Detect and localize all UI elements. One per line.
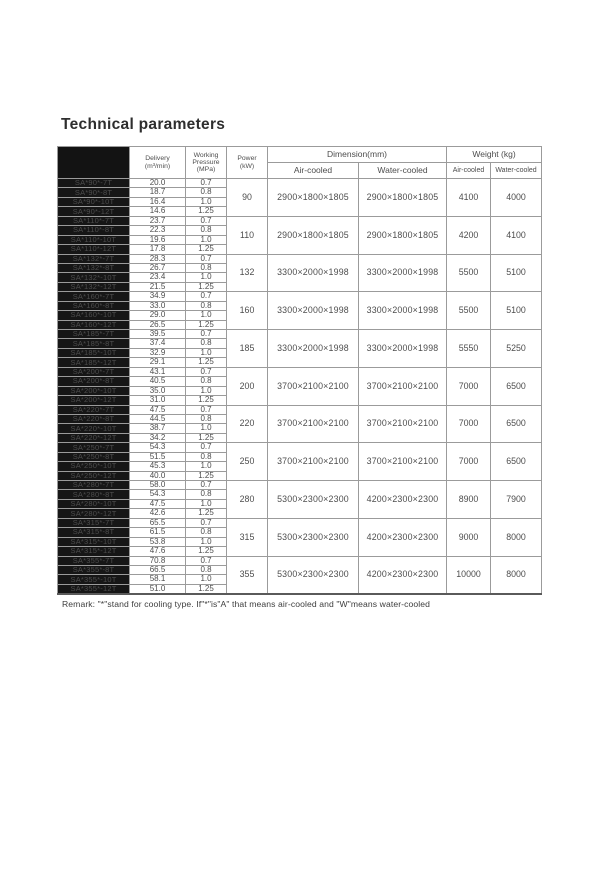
weight-water-cooled-cell: 5100: [491, 254, 542, 292]
pressure-cell: 0.8: [186, 414, 227, 423]
model-cell: SA*90*-10T: [58, 197, 130, 206]
delivery-cell: 14.6: [130, 207, 186, 216]
weight-air-cooled-header: Air-cooled: [447, 163, 491, 179]
weight-air-cooled-cell: 9000: [447, 518, 491, 556]
dimension-water-cooled-header: Water-cooled: [359, 163, 447, 179]
delivery-cell: 53.8: [130, 537, 186, 546]
model-cell: SA*280*-10T: [58, 499, 130, 508]
pressure-cell: 1.25: [186, 509, 227, 518]
dimension-water-cooled-cell: 2900×1800×1805: [359, 179, 447, 217]
pressure-cell: 1.25: [186, 245, 227, 254]
pressure-cell: 1.0: [186, 462, 227, 471]
dimension-air-cooled-cell: 5300×2300×2300: [268, 518, 359, 556]
model-cell: SA*185*-8T: [58, 339, 130, 348]
delivery-cell: 16.4: [130, 197, 186, 206]
power-cell: 250: [227, 443, 268, 481]
delivery-cell: 31.0: [130, 396, 186, 405]
model-cell: SA*355*-8T: [58, 565, 130, 574]
dimension-group-header: Dimension(mm): [268, 147, 447, 163]
pressure-cell: 1.25: [186, 207, 227, 216]
delivery-cell: 35.0: [130, 386, 186, 395]
delivery-cell: 61.5: [130, 528, 186, 537]
table-row: [58, 518, 542, 527]
model-cell: SA*160*-7T: [58, 292, 130, 301]
dimension-air-cooled-cell: 3700×2100×2100: [268, 443, 359, 481]
model-cell: SA*110*-12T: [58, 245, 130, 254]
weight-water-cooled-header: Water-cooled: [491, 163, 542, 179]
power-column-header: [227, 147, 268, 179]
delivery-cell: 65.5: [130, 518, 186, 527]
pressure-cell: 1.0: [186, 348, 227, 357]
pressure-cell: 1.25: [186, 396, 227, 405]
dimension-air-cooled-cell: 3300×2000×1998: [268, 292, 359, 330]
power-cell: 280: [227, 481, 268, 519]
delivery-cell: 34.9: [130, 292, 186, 301]
pressure-label: Pressure: [192, 158, 220, 166]
model-cell: SA*280*-8T: [58, 490, 130, 499]
delivery-cell: 18.7: [130, 188, 186, 197]
weight-water-cooled-cell: 4100: [491, 216, 542, 254]
weight-air-cooled-cell: 4100: [447, 179, 491, 217]
weight-water-cooled-cell: 8000: [491, 518, 542, 556]
weight-air-cooled-cell: 5550: [447, 330, 491, 368]
delivery-cell: 40.0: [130, 471, 186, 480]
model-cell: SA*160*-8T: [58, 301, 130, 310]
table-row: [58, 405, 542, 414]
model-cell: SA*90*-8T: [58, 188, 130, 197]
weight-air-cooled-cell: 8900: [447, 481, 491, 519]
model-cell: SA*220*-12T: [58, 433, 130, 442]
delivery-cell: 42.6: [130, 509, 186, 518]
weight-water-cooled-cell: 8000: [491, 556, 542, 594]
pressure-cell: 1.0: [186, 311, 227, 320]
remark-text: Remark: "*"stand for cooling type. If"*"is"A" that means air-cooled and "W"means water-cooled: [62, 599, 431, 609]
page-title: Technical parameters: [61, 116, 226, 133]
pressure-cell: 1.25: [186, 547, 227, 556]
pressure-cell: 0.7: [186, 254, 227, 263]
model-cell: SA*160*-10T: [58, 311, 130, 320]
dimension-water-cooled-cell: 3300×2000×1998: [359, 292, 447, 330]
delivery-cell: 17.8: [130, 245, 186, 254]
model-cell: SA*220*-10T: [58, 424, 130, 433]
power-cell: 200: [227, 367, 268, 405]
delivery-cell: 26.7: [130, 263, 186, 272]
delivery-cell: 40.5: [130, 377, 186, 386]
delivery-cell: 20.0: [130, 179, 186, 188]
power-cell: 110: [227, 216, 268, 254]
model-cell: SA*315*-10T: [58, 537, 130, 546]
dimension-air-cooled-cell: 5300×2300×2300: [268, 556, 359, 594]
weight-water-cooled-cell: 7900: [491, 481, 542, 519]
delivery-cell: 21.5: [130, 282, 186, 291]
model-cell: SA*280*-12T: [58, 509, 130, 518]
power-cell: 315: [227, 518, 268, 556]
dimension-water-cooled-cell: 3300×2000×1998: [359, 254, 447, 292]
model-cell: SA*200*-12T: [58, 396, 130, 405]
pressure-unit: (MPa): [196, 166, 216, 174]
delivery-cell: 19.6: [130, 235, 186, 244]
delivery-cell: 47.6: [130, 547, 186, 556]
model-cell: SA*110*-10T: [58, 235, 130, 244]
dimension-air-cooled-cell: 3300×2000×1998: [268, 330, 359, 368]
table-row: [58, 481, 542, 490]
model-cell: SA*90*-7T: [58, 179, 130, 188]
dimension-air-cooled-cell: 3700×2100×2100: [268, 405, 359, 443]
pressure-cell: 1.25: [186, 471, 227, 480]
weight-air-cooled-cell: 7000: [447, 367, 491, 405]
delivery-cell: 34.2: [130, 433, 186, 442]
working-label: Working: [193, 151, 219, 159]
pressure-cell: 0.8: [186, 226, 227, 235]
pressure-cell: 0.8: [186, 490, 227, 499]
power-cell: 132: [227, 254, 268, 292]
model-cell: SA*160*-12T: [58, 320, 130, 329]
power-cell: 355: [227, 556, 268, 594]
pressure-cell: 0.7: [186, 292, 227, 301]
table-row: [58, 216, 542, 225]
dimension-air-cooled-cell: 3300×2000×1998: [268, 254, 359, 292]
delivery-cell: 38.7: [130, 424, 186, 433]
model-cell: SA*250*-10T: [58, 462, 130, 471]
model-cell: SA*315*-8T: [58, 528, 130, 537]
pressure-cell: 0.8: [186, 565, 227, 574]
pressure-cell: 1.25: [186, 433, 227, 442]
model-cell: SA*200*-8T: [58, 377, 130, 386]
weight-air-cooled-cell: 5500: [447, 292, 491, 330]
pressure-cell: 1.0: [186, 273, 227, 282]
pressure-cell: 1.0: [186, 424, 227, 433]
dimension-air-cooled-cell: 5300×2300×2300: [268, 481, 359, 519]
delivery-cell: 51.0: [130, 584, 186, 594]
delivery-cell: 23.7: [130, 216, 186, 225]
pressure-cell: 1.0: [186, 386, 227, 395]
delivery-cell: 33.0: [130, 301, 186, 310]
weight-water-cooled-cell: 6500: [491, 367, 542, 405]
model-cell: SA*132*-10T: [58, 273, 130, 282]
model-cell: SA*280*-7T: [58, 481, 130, 490]
table-row: [58, 330, 542, 339]
model-cell: SA*355*-7T: [58, 556, 130, 565]
model-cell: SA*355*-12T: [58, 584, 130, 594]
weight-water-cooled-cell: 6500: [491, 405, 542, 443]
delivery-cell: 54.3: [130, 443, 186, 452]
power-cell: 220: [227, 405, 268, 443]
pressure-cell: 1.0: [186, 537, 227, 546]
model-cell: SA*200*-10T: [58, 386, 130, 395]
pressure-cell: 0.8: [186, 339, 227, 348]
delivery-cell: 66.5: [130, 565, 186, 574]
delivery-label: Delivery: [145, 155, 170, 163]
model-cell: SA*185*-12T: [58, 358, 130, 367]
dimension-water-cooled-cell: 3700×2100×2100: [359, 367, 447, 405]
weight-air-cooled-cell: 4200: [447, 216, 491, 254]
delivery-cell: 29.0: [130, 311, 186, 320]
technical-parameters-table: [57, 146, 542, 595]
delivery-cell: 45.3: [130, 462, 186, 471]
pressure-cell: 0.8: [186, 528, 227, 537]
pressure-cell: 1.25: [186, 320, 227, 329]
delivery-cell: 37.4: [130, 339, 186, 348]
table-row: [58, 179, 542, 188]
pressure-cell: 1.0: [186, 197, 227, 206]
pressure-cell: 0.7: [186, 518, 227, 527]
model-cell: SA*220*-8T: [58, 414, 130, 423]
delivery-cell: 58.0: [130, 481, 186, 490]
delivery-cell: 43.1: [130, 367, 186, 376]
pressure-cell: 0.8: [186, 301, 227, 310]
pressure-cell: 0.8: [186, 377, 227, 386]
dimension-air-cooled-cell: 3700×2100×2100: [268, 367, 359, 405]
pressure-cell: 1.0: [186, 235, 227, 244]
model-cell: SA*250*-8T: [58, 452, 130, 461]
model-cell: SA*185*-7T: [58, 330, 130, 339]
weight-air-cooled-cell: 7000: [447, 443, 491, 481]
pressure-cell: 0.7: [186, 405, 227, 414]
power-label: Power: [237, 155, 257, 163]
delivery-cell: 54.3: [130, 490, 186, 499]
delivery-cell: 70.8: [130, 556, 186, 565]
pressure-cell: 0.7: [186, 367, 227, 376]
model-cell: SA*220*-7T: [58, 405, 130, 414]
table-row: [58, 254, 542, 263]
model-cell: SA*355*-10T: [58, 575, 130, 584]
model-cell: SA*250*-12T: [58, 471, 130, 480]
weight-water-cooled-cell: 4000: [491, 179, 542, 217]
dimension-air-cooled-header: Air-cooled: [268, 163, 359, 179]
pressure-cell: 0.7: [186, 481, 227, 490]
weight-air-cooled-cell: 7000: [447, 405, 491, 443]
dimension-air-cooled-cell: 2900×1800×1805: [268, 216, 359, 254]
table-row: [58, 292, 542, 301]
model-cell: SA*110*-7T: [58, 216, 130, 225]
delivery-cell: 23.4: [130, 273, 186, 282]
model-cell: SA*132*-7T: [58, 254, 130, 263]
table-header: [58, 147, 542, 179]
pressure-cell: 1.25: [186, 584, 227, 594]
weight-water-cooled-cell: 5100: [491, 292, 542, 330]
pressure-cell: 1.25: [186, 358, 227, 367]
delivery-cell: 26.5: [130, 320, 186, 329]
working-pressure-column-header: [186, 147, 227, 179]
pressure-cell: 0.8: [186, 452, 227, 461]
table-row: [58, 443, 542, 452]
delivery-cell: 58.1: [130, 575, 186, 584]
delivery-cell: 47.5: [130, 499, 186, 508]
delivery-cell: 44.5: [130, 414, 186, 423]
pressure-cell: 1.25: [186, 282, 227, 291]
pressure-cell: 1.0: [186, 575, 227, 584]
power-cell: 90: [227, 179, 268, 217]
dimension-air-cooled-cell: 2900×1800×1805: [268, 179, 359, 217]
weight-water-cooled-cell: 5250: [491, 330, 542, 368]
model-cell: SA*110*-8T: [58, 226, 130, 235]
delivery-column-header: [130, 147, 186, 179]
model-cell: SA*315*-7T: [58, 518, 130, 527]
weight-group-header: Weight (kg): [447, 147, 542, 163]
table-row: [58, 556, 542, 565]
dimension-water-cooled-cell: 4200×2300×2300: [359, 481, 447, 519]
model-cell: SA*90*-12T: [58, 207, 130, 216]
pressure-cell: 0.8: [186, 263, 227, 272]
pressure-cell: 0.7: [186, 443, 227, 452]
dimension-water-cooled-cell: 3300×2000×1998: [359, 330, 447, 368]
model-cell: SA*132*-8T: [58, 263, 130, 272]
pressure-cell: 0.7: [186, 556, 227, 565]
delivery-cell: 32.9: [130, 348, 186, 357]
model-cell: SA*132*-12T: [58, 282, 130, 291]
dimension-water-cooled-cell: 4200×2300×2300: [359, 556, 447, 594]
dimension-water-cooled-cell: 2900×1800×1805: [359, 216, 447, 254]
dimension-water-cooled-cell: 3700×2100×2100: [359, 405, 447, 443]
delivery-cell: 51.5: [130, 452, 186, 461]
pressure-cell: 1.0: [186, 499, 227, 508]
delivery-unit: (m³/min): [144, 162, 171, 170]
model-cell: SA*200*-7T: [58, 367, 130, 376]
dimension-water-cooled-cell: 3700×2100×2100: [359, 443, 447, 481]
table-row: [58, 367, 542, 376]
power-cell: 160: [227, 292, 268, 330]
delivery-cell: 22.3: [130, 226, 186, 235]
delivery-cell: 47.5: [130, 405, 186, 414]
weight-water-cooled-cell: 6500: [491, 443, 542, 481]
table-body: [58, 179, 542, 595]
power-cell: 185: [227, 330, 268, 368]
delivery-cell: 28.3: [130, 254, 186, 263]
power-unit: (kW): [239, 162, 255, 170]
model-cell: SA*250*-7T: [58, 443, 130, 452]
weight-air-cooled-cell: 10000: [447, 556, 491, 594]
pressure-cell: 0.7: [186, 179, 227, 188]
delivery-cell: 29.1: [130, 358, 186, 367]
pressure-cell: 0.7: [186, 216, 227, 225]
model-cell: SA*315*-12T: [58, 547, 130, 556]
model-column-header: [58, 147, 130, 179]
pressure-cell: 0.7: [186, 330, 227, 339]
delivery-cell: 39.5: [130, 330, 186, 339]
model-cell: SA*185*-10T: [58, 348, 130, 357]
dimension-water-cooled-cell: 4200×2300×2300: [359, 518, 447, 556]
weight-air-cooled-cell: 5500: [447, 254, 491, 292]
pressure-cell: 0.8: [186, 188, 227, 197]
